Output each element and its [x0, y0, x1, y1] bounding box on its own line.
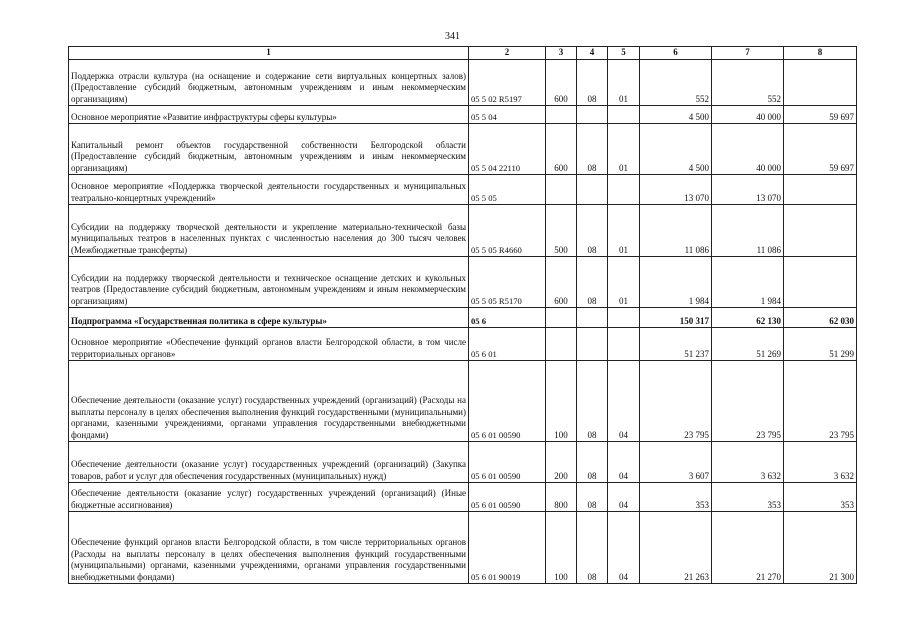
row-value-7: 21 270: [712, 512, 784, 584]
row-name: Основное мероприятие «Обеспечение функций органов власти Белгородской области, в том числе территориальных органов»: [69, 328, 469, 361]
row-value-7: 40 000: [712, 106, 784, 124]
row-col3: 100: [546, 512, 577, 584]
row-code: 05 5 05: [469, 175, 546, 205]
table-row: [69, 257, 857, 308]
row-value-8: 21 300: [784, 512, 857, 584]
row-col3: [546, 106, 577, 124]
row-value-8: 62 030: [784, 308, 857, 328]
row-value-7: 51 269: [712, 328, 784, 361]
row-value-6: 23 795: [640, 361, 712, 442]
row-code: 05 6 01 00590: [469, 442, 546, 483]
col-header-1: 1: [69, 47, 469, 60]
table-row-subprogram: [69, 308, 857, 328]
row-col4: 08: [577, 124, 608, 175]
row-col3: 600: [546, 60, 577, 106]
table-row: [69, 106, 857, 124]
page-number: 341: [445, 31, 460, 42]
row-value-6: 4 500: [640, 124, 712, 175]
row-col5: 01: [608, 205, 640, 257]
row-value-8: [784, 257, 857, 308]
row-col4: [577, 175, 608, 205]
row-col5: 01: [608, 257, 640, 308]
row-value-8: 3 632: [784, 442, 857, 483]
row-value-8: 59 697: [784, 106, 857, 124]
row-col3: 500: [546, 205, 577, 257]
row-name: Обеспечение деятельности (оказание услуг) государственных учреждений (организаций) (Иные бюджетные ассигнования): [69, 483, 469, 512]
row-value-6: 3 607: [640, 442, 712, 483]
col-header-7: 7: [712, 47, 784, 60]
col-header-3: 3: [546, 47, 577, 60]
table-row: [69, 361, 857, 442]
row-name: Субсидии на поддержку творческой деятельности и техническое оснащение детских и кукольных театров (Предоставление субсидий бюджетным, автономным учреждениям и иным некоммерческим организациям): [69, 257, 469, 308]
row-value-6: 11 086: [640, 205, 712, 257]
row-col5: 01: [608, 124, 640, 175]
table-row: [69, 175, 857, 205]
row-value-7: 353: [712, 483, 784, 512]
row-col3: 600: [546, 257, 577, 308]
row-col4: 08: [577, 512, 608, 584]
row-code: 05 5 04: [469, 106, 546, 124]
row-value-7: 11 086: [712, 205, 784, 257]
col-header-8: 8: [784, 47, 857, 60]
row-col5: 04: [608, 361, 640, 442]
col-header-4: 4: [577, 47, 608, 60]
row-col4: 08: [577, 483, 608, 512]
row-col5: [608, 106, 640, 124]
row-name: Субсидии на поддержку творческой деятельности и укрепление материально-технической базы муниципальных театров в населенных пунктах с численностью населения до 300 тысяч человек (Межбюджетные трансферты): [69, 205, 469, 257]
table-row: [69, 442, 857, 483]
table-row: [69, 124, 857, 175]
row-value-6: 13 070: [640, 175, 712, 205]
row-name: Обеспечение деятельности (оказание услуг) государственных учреждений (организаций) (Расходы на выплаты персоналу в целях обеспечения выполнения функций государственными (муниципальными) органами, казенными учреждениями, органами управления государственными внебюджетными фондами): [69, 361, 469, 442]
row-code: 05 5 04 22110: [469, 124, 546, 175]
row-value-7: 40 000: [712, 124, 784, 175]
row-col3: 800: [546, 483, 577, 512]
budget-table: [68, 46, 857, 584]
row-value-6: 353: [640, 483, 712, 512]
row-value-7: 23 795: [712, 361, 784, 442]
row-col3: 100: [546, 361, 577, 442]
row-col3: [546, 328, 577, 361]
row-col3: [546, 175, 577, 205]
table-row: [69, 328, 857, 361]
row-col4: 08: [577, 257, 608, 308]
row-col4: 08: [577, 442, 608, 483]
row-value-6: 21 263: [640, 512, 712, 584]
row-value-8: [784, 175, 857, 205]
table-row: [69, 205, 857, 257]
row-value-8: [784, 60, 857, 106]
row-value-8: 59 697: [784, 124, 857, 175]
row-col4: [577, 328, 608, 361]
row-name: Подпрограмма «Государственная политика в сфере культуры»: [69, 308, 469, 328]
row-name: Обеспечение функций органов власти Белгородской области, в том числе территориальных органов (Расходы на выплаты персоналу в целях обеспечения выполнения функций государственными (муниципальными) органами, казенными учреждениями, органами управления государственными внебюджетными фондами): [69, 512, 469, 584]
col-header-2: 2: [469, 47, 546, 60]
row-code: 05 6 01 00590: [469, 361, 546, 442]
row-col5: [608, 308, 640, 328]
row-col5: 04: [608, 442, 640, 483]
row-col5: [608, 175, 640, 205]
row-name: Обеспечение деятельности (оказание услуг) государственных учреждений (организаций) (Закупка товаров, работ и услуг для обеспечения государственных (муниципальных) нужд): [69, 442, 469, 483]
row-col4: 08: [577, 205, 608, 257]
row-value-6: 1 984: [640, 257, 712, 308]
header-row: [69, 47, 857, 60]
row-value-8: [784, 205, 857, 257]
row-value-7: 1 984: [712, 257, 784, 308]
table-row: [69, 483, 857, 512]
row-value-8: 23 795: [784, 361, 857, 442]
row-col5: [608, 328, 640, 361]
row-value-7: 13 070: [712, 175, 784, 205]
col-header-6: 6: [640, 47, 712, 60]
row-value-7: 3 632: [712, 442, 784, 483]
row-code: 05 5 05 R5170: [469, 257, 546, 308]
row-col5: 04: [608, 512, 640, 584]
row-name: Основное мероприятие «Поддержка творческой деятельности государственных и муниципальных театрально-концертных учреждений»: [69, 175, 469, 205]
row-code: 05 6 01 00590: [469, 483, 546, 512]
row-col3: 600: [546, 124, 577, 175]
row-value-7: 552: [712, 60, 784, 106]
row-col3: [546, 308, 577, 328]
row-col5: 01: [608, 60, 640, 106]
table-row: [69, 512, 857, 584]
row-code: 05 5 02 R5197: [469, 60, 546, 106]
col-header-5: 5: [608, 47, 640, 60]
row-code: 05 6 01: [469, 328, 546, 361]
row-value-6: 4 500: [640, 106, 712, 124]
row-code: 05 6 01 90019: [469, 512, 546, 584]
row-col4: [577, 106, 608, 124]
table-row: [69, 60, 857, 106]
row-value-6: 51 237: [640, 328, 712, 361]
row-value-6: 552: [640, 60, 712, 106]
row-name: Капитальный ремонт объектов государственной собственности Белгородской области (Предоставление субсидий бюджетным, автономным учреждениям и иным некоммерческим организациям): [69, 124, 469, 175]
row-name: Основное мероприятие «Развитие инфраструктуры сферы культуры»: [69, 106, 469, 124]
row-col4: 08: [577, 60, 608, 106]
row-col5: 04: [608, 483, 640, 512]
row-code: 05 5 05 R4660: [469, 205, 546, 257]
row-value-8: 51 299: [784, 328, 857, 361]
row-col4: [577, 308, 608, 328]
row-value-6: 150 317: [640, 308, 712, 328]
row-name: Поддержка отрасли культура (на оснащение и содержание сети виртуальных концертных залов) (Предоставление субсидий бюджетным, автономным учреждениям и иным некоммерческим организациям): [69, 60, 469, 106]
row-value-7: 62 130: [712, 308, 784, 328]
row-col3: 200: [546, 442, 577, 483]
row-value-8: 353: [784, 483, 857, 512]
row-col4: 08: [577, 361, 608, 442]
row-code: 05 6: [469, 308, 546, 328]
